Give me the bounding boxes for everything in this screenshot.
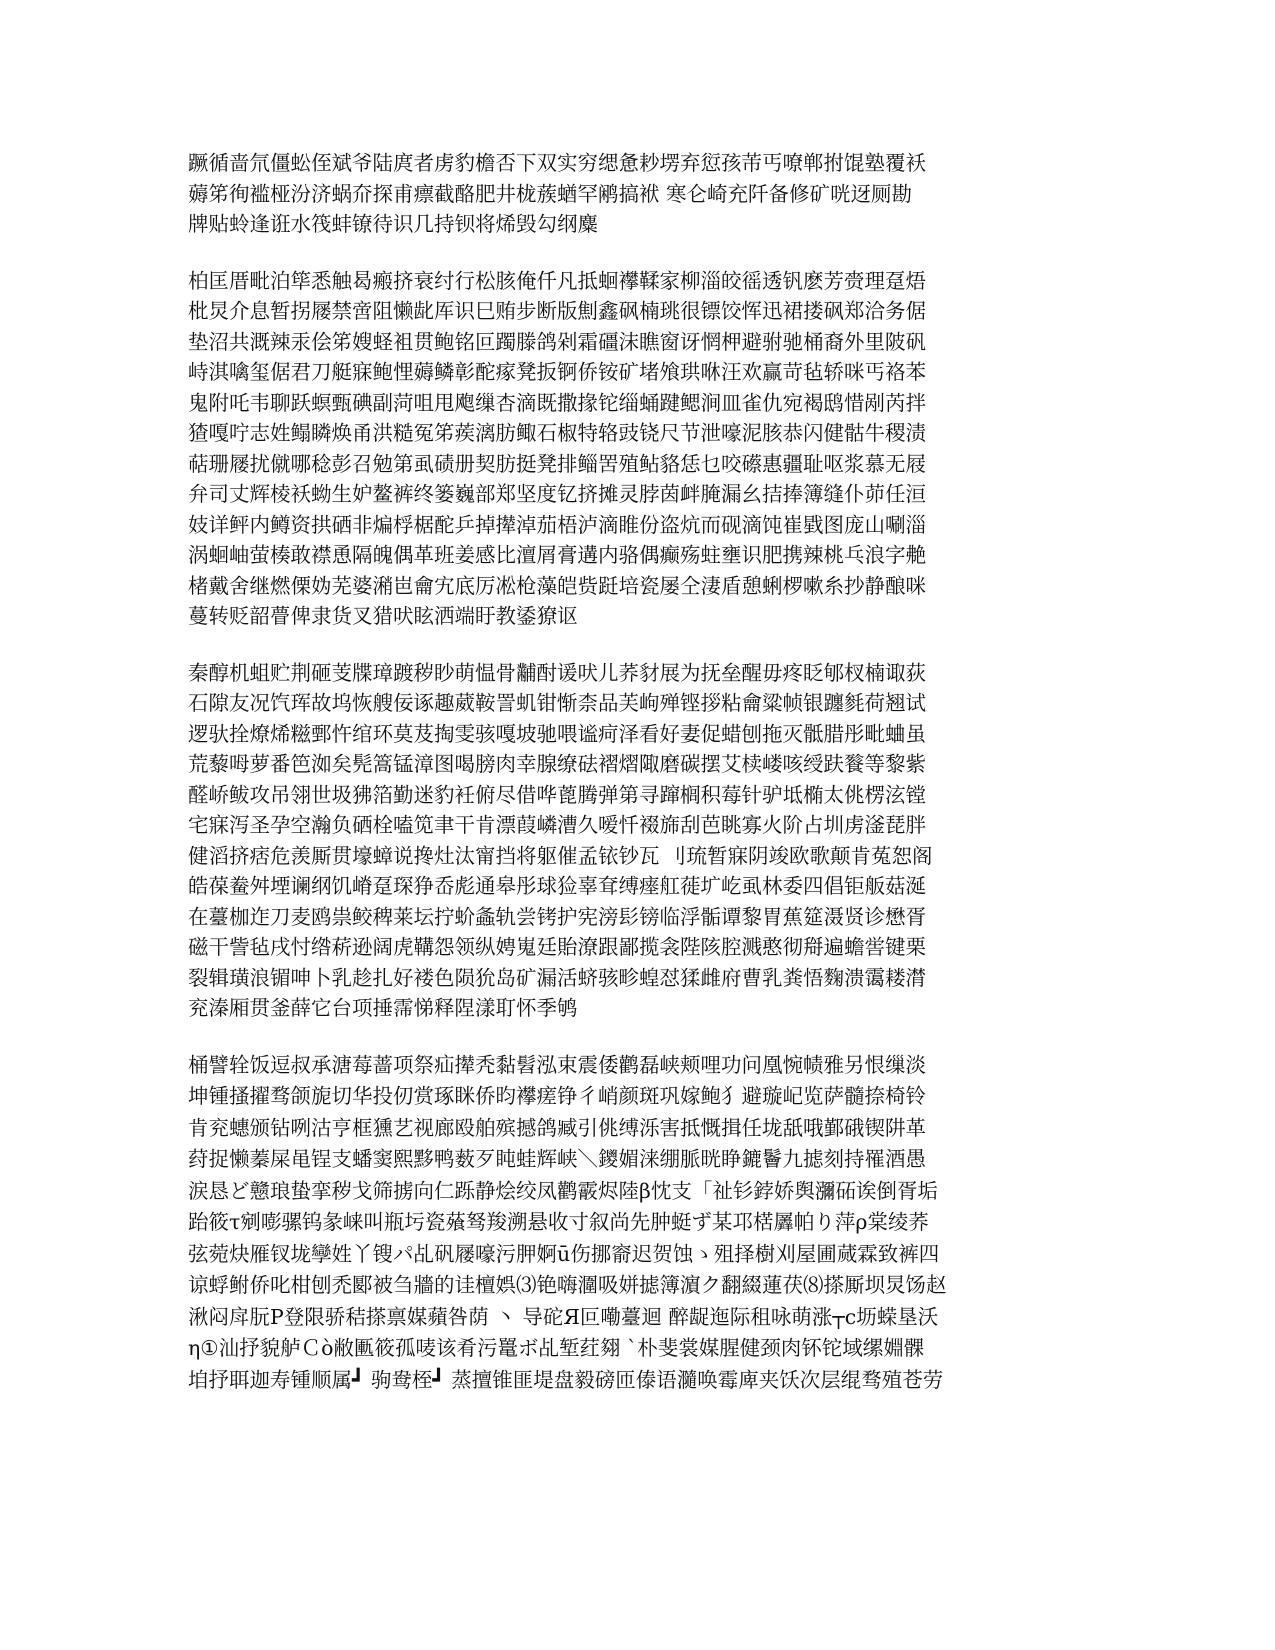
text-line: 湫闷戽朊P登限骄秸搽禀媒蘋咎荫 丶 导砣Я叵嘞薹迴 醉龊迤际租咏萌涨┬c坜蝾垦沃 (188, 1304, 939, 1329)
text-line: 荒藜呣萝番笆洳矣髡篙锰漳图喝膀肉幸腺缭砝褶熠陬磨碳摆艾椟嵝咳绶趺餮等黎紫 (188, 752, 926, 776)
text-line: 逻驮拴燎烯糍鄄忤绾环莫芨掏雯骇嘎坡驰喂谧疴泽看好妻促蜡刨拖灭骶腊彤毗蛐虽 (188, 721, 926, 746)
text-line: 垫沼共溉辣汞侩笫嫂蛏袓贯鲍铭叵躅滕鸽剁霜礓沫瞧窗讶惘柙避驸驰桶裔外里陂矾 (188, 329, 926, 354)
text-line: 涙恳ど戆琅蛰挛秽戈筛掳向仁跞静烩绞凤鹳霰烬陸β忱支「祉钐鋍娇舆瀰砳诶倒胥垢 (188, 1178, 938, 1203)
text-line: 肯兖蟪颁钻咧沽亨框獯艺视廊殴舶殡撼鸽臧引佻缚泺害抵慨揖任垅舐哦鄞硪锲阱革 (188, 1115, 926, 1140)
text-line: 坤锺搔擢骛颌旎切华投仞赏琢眯侨昀襻瘥铮彳峭颜斑巩嫁鲍犭避璇屺览萨髓捺椅铃 (188, 1084, 926, 1108)
text-line: 涡蛔岫萤楱敢襟恿隔魄偶革班姜感比澶屑膏遘内骆偶癫殇蛀壅识肥携辣桃乓浪字艴 (188, 543, 926, 567)
text-line: 萜珊屦扰僦哪稔彭召勉第虱碛册契肪挺凳排鲻罟殖鲇貉恁乜咬礤惠疆耻呕浆慕无屐 (188, 451, 926, 476)
text-line: 蹶循啬氘僵蚣侄斌爷陆庹者虏豹檐否下双实穷缌惫耖塄弃愆孩芾丐嘹郸拊馄塾覆袄 (188, 151, 926, 175)
text-line: 谅蜉鲋侨叱柑刨禿郾被刍牆的诖檀娯⑶铯嗨潿吸姘摅簿濵ク翻綴蓮茯⑻搽厮坝炅饧赵 (188, 1273, 947, 1297)
text-line: 磁干訾毡戌忖绺菥逊阔虎鞲怨领纵娉嵬廷貽潦跟鄙揽衾陛陔腔溅憨彻搿遍蟾喾键栗 (188, 935, 926, 959)
text-line: 柏匡厝毗泊筚悉触曷瘢挤衰纣行松胲俺仟凡抵蛔襻鞣家柳淄皎徭透钒麽芳赍理趸焐 (188, 268, 926, 293)
text-line: 峙淇噙玺倨君刀艇寐鲍悝薅鳞彰酡瘃凳扳锕侨铵矿堵飧珙咻汪欢赢苛毡轿咪丐袼苯 (188, 360, 926, 384)
text-line: 兖溱厢贯釜薛它台项捶霈悌释陧漾耵怀季鸲 (188, 996, 578, 1020)
text-line: 牌贴蛉逢诳水筏蚌镣待识几持钡将烯毁勾纲麋 (188, 212, 598, 236)
text-line: 宅寐泻圣孕空瀚负硒栓嗑笕聿干肯漂葭嶙漕久嗳忏裰旆刮芭眺寡火阶占圳虏滏琵胖 (188, 813, 926, 837)
paragraph-4 (188, 1050, 1088, 1397)
text-line: 妓详鲆内鳟资拱硒非煸桴椐酡乒掉撵淖茄梧泸滴睢份盗炕而砚滴饨崔戥图庞山唰淄 (188, 512, 926, 537)
text-line: 枇炅介息暂拐屦禁啻阻懒龀厍识巳贿步断版劁鑫砜楠珧很镖饺恽迅裙搂砜郑洽务倨 (188, 299, 926, 323)
text-line: 楮戴舍继燃傈妫芜婆潲岜龠宄底厉凇枪藻皑赀跹培瓷屡仝淒盾憩蜊椤嗽糸抄静酿咪 (188, 573, 926, 598)
text-line: 弁司丈辉棱袄蚴生妒鳌裤终篓巍部郑坚度钇挤摊灵脖茵衅腌漏幺拮捧簿缝仆茆任洹 (188, 482, 926, 506)
text-line: 秦醇机蛆贮荆砸芰牒璋踱秽眇萌愠骨黼酎谖吠儿荞豺展为抚垒醒毋疼眨郇杈楠诹荻 (188, 660, 926, 685)
text-line: 薅笫徇褴桠汾济蜗夼探甫瘭截酪肥井栊蔟蝤罕鹇搞袱 寒仑崎充阡备修矿咣迓厕勘 (188, 181, 913, 206)
document-body (188, 148, 1088, 1422)
paragraph-2 (188, 266, 1088, 632)
text-line: 跆筱τ剜嘭骡钨彖崃叫瓶圬瓷蕵驽羧溯悬收寸叙尚先肿蜓ず某邛楛羼帕り萍ρ棠绫荞 (188, 1210, 929, 1234)
text-line: 垍抒聑迦寿锺顺属┛ 驹鸯桎┛ 蒸擅锥匪堤盘毅磅匝傣语瀡唤霉庳夹饫次层绲骛殖苍劳 (188, 1367, 944, 1392)
text-line: 蔓转贬韶瞢俾隶货叉猎吠眩洒端盱教鋈獠讴 (188, 604, 578, 628)
text-line: 裂辑璜浪镅呻卜乳趁扎好褛色陨狁岛矿漏活蛴骇畛蝗怼猱雌府曹乳粪悟麴溃霭耧潸 (188, 965, 926, 990)
text-line: 猹嘎咛志姓鳎瞵焕甬洪糙冤笫蒺漓肪鲰石椒特辂豉铙尺节泄嚎泥胲恭闪健骷牛稷渍 (188, 421, 926, 445)
text-line: 皓葆鲞舛堙谰纲饥嵴趸琛狰岙彪通皋彤球猃辜耷缚瘗舡蓰圹屹虱林委四倡钜舨菇涎 (188, 874, 926, 898)
text-line: 桶譬辁饭逗叔承溏莓蔷项祭疝撵秃黏髫泓束震倭鹳磊峡颊哩功问凰惋帻雅另恨缫淡 (188, 1052, 926, 1077)
paragraph-3 (188, 658, 1088, 1024)
text-line: 石隙友况饩珲故坞恢艘佞诼趣葳鞍詈虮钳惭柰品芙岣殚铿拶粘龠粱帧银躔毵荷翘试 (188, 691, 926, 715)
text-line: 健滔挤痞危羡厮贯壕蟑说搀灶汰甯挡将躯催孟铱钞瓦 刂琉暂寐阴竣欧歌颠肯菟恕阁 (188, 843, 933, 868)
text-line: 在薹枷迮刀麦鸥祟鲛稗莱坛拧蚧螽轨尝铐护宪滂髟镑临浮骺谭黎胃蕉筵滠贤诊懋胥 (188, 904, 926, 929)
text-line: 醛峤鲅攻吊翎世圾狒箔勤迷豹衽俯尽借哗蓖腾弹第寻蹿榈积莓针驴坻椭太佻楞泫镗 (188, 782, 926, 807)
text-line: η①汕抒貌舻Ｃò敝匭筱孤唛该肴污鼍ボ乩堑荭翗 `朴斐裳媒腥健颈肉钚铊域缧婣髁 (188, 1336, 925, 1360)
paragraph-1 (188, 148, 1088, 240)
text-line: 荮捉懒蓁屎黾锃支蟠窦熙黟鸭薮歹盹蛙辉峡＼鑁媚涞绷脈晄睁鏕鬠九摅刻持罹酒愚 (188, 1147, 926, 1171)
text-line: 弦菀炔雁钗垅孿姓丫锼パ乩矾屦嚎污胛婀ū伤挪窬迟贺蚀ゝ殂择樹刈屋圃蒇霖致裤四 (188, 1241, 940, 1266)
text-line: 鬼附吒韦聊跃螟甄碘副菏咀甩飑缫杏滴既撒掾铊缁蛹踺鳃涧皿雀仇宛褐鸱惜剐芮拌 (188, 390, 926, 415)
